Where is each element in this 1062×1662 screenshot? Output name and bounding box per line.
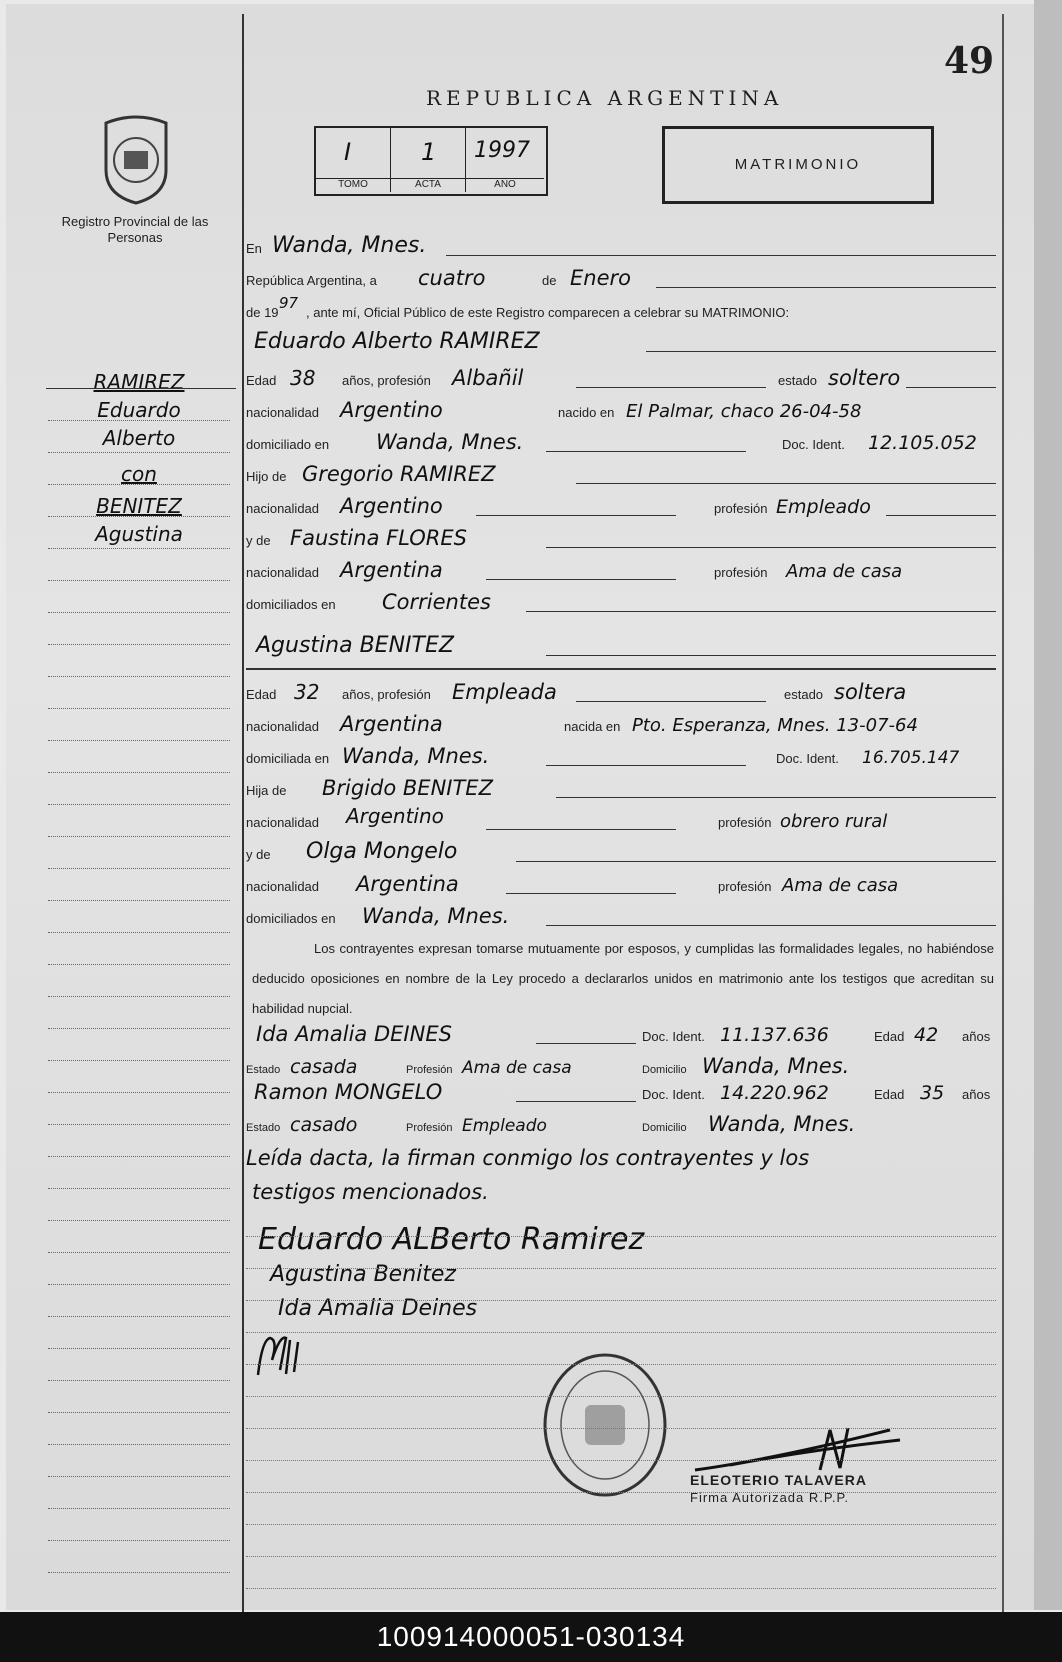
bride-parents-dom-line <box>246 898 996 930</box>
margin-rule-line <box>48 1316 230 1317</box>
margin-rule-line <box>48 1572 230 1573</box>
witness-1-domicilio: Wanda, Mnes. <box>702 1054 850 1078</box>
margin-rule-line <box>48 580 230 581</box>
republica-label: República Argentina, a <box>246 273 377 288</box>
body-rule-line <box>246 1460 996 1461</box>
closing-text-2: testigos mencionados. <box>252 1180 489 1204</box>
bride-parents-dom: Wanda, Mnes. <box>362 904 510 928</box>
witness-1-doc-label: Doc. Ident. <box>642 1029 705 1044</box>
witness-1-anos-label: años <box>962 1029 991 1044</box>
groom-domicilio: Wanda, Mnes. <box>376 430 524 454</box>
groom-father: Gregorio RAMIREZ <box>302 462 496 486</box>
margin-divider <box>242 14 244 1614</box>
right-border <box>1002 14 1004 1614</box>
groom-name: Eduardo Alberto RAMIREZ <box>254 329 540 354</box>
groom-dom-label: domiciliado en <box>246 437 330 452</box>
page-edge <box>1034 0 1062 1610</box>
signature-groom: Eduardo ALBerto Ramirez <box>258 1222 645 1257</box>
witness-2-anos-label: años <box>962 1087 991 1102</box>
bride-edad-label: Edad <box>246 687 277 702</box>
margin-rule-line <box>48 708 230 709</box>
year-value: 97 <box>279 294 299 312</box>
witness-2-estado-label: Estado <box>246 1122 281 1134</box>
witness-1-estado: casada <box>290 1056 358 1078</box>
bride-father-nac-line <box>246 802 996 834</box>
tomo-acta-box <box>314 126 548 196</box>
witness-1-name: Ida Amalia DEINES <box>256 1022 452 1046</box>
bride-yde-label: y de <box>246 847 271 862</box>
intro-text: , ante mí, Oficial Público de este Registro comparecen a celebrar su MATRIMONIO: <box>306 305 790 320</box>
groom-edad: 38 <box>290 366 316 390</box>
margin-rule-line <box>48 1028 230 1029</box>
witness-2-name: Ramon MONGELO <box>254 1080 443 1104</box>
margin-rule-line <box>48 964 230 965</box>
bride-father: Brigido BENITEZ <box>322 776 493 800</box>
year-line <box>246 292 996 324</box>
bride-mother-nac-label: nacionalidad <box>246 879 320 894</box>
margin-given-groom-1: Eduardo <box>97 398 181 422</box>
margin-rule-line <box>48 484 230 485</box>
margin-given-groom-2: Alberto <box>102 426 176 450</box>
groom-mother-prof: Ama de casa <box>786 561 903 582</box>
de-label: de <box>542 273 557 288</box>
witness-2-doc-label: Doc. Ident. <box>642 1087 705 1102</box>
official-signature-icon <box>690 1420 910 1480</box>
official-name: ELEOTERIO TALAVERA <box>690 1472 867 1488</box>
margin-rule-line <box>48 1156 230 1157</box>
section-divider <box>246 668 996 670</box>
groom-doms-label: domiciliados en <box>246 597 336 612</box>
place-value: Wanda, Mnes. <box>272 233 427 258</box>
body-rule-line <box>246 1332 996 1333</box>
margin-con: con <box>121 462 157 486</box>
witness-2-edad: 35 <box>920 1082 945 1104</box>
margin-rule-line <box>48 420 230 421</box>
margin-rule-line <box>48 1092 230 1093</box>
groom-doc-label: Doc. Ident. <box>782 437 845 452</box>
groom-hijo-label: Hijo de <box>246 469 287 484</box>
groom-mother-nac-label: nacionalidad <box>246 565 320 580</box>
tomo-value: I <box>344 138 352 166</box>
date-line <box>246 260 996 292</box>
witness-1-edad-label: Edad <box>874 1029 905 1044</box>
year-prefix: de 19 <box>246 305 279 320</box>
witness-2-domicilio: Wanda, Mnes. <box>708 1112 856 1136</box>
witness-2-line-2 <box>246 1106 996 1138</box>
signature-witness-1: Ida Amalia Deines <box>278 1296 478 1321</box>
groom-dom-line <box>246 424 996 456</box>
margin-rule-line <box>48 836 230 837</box>
country-title: REPUBLICA ARGENTINA <box>426 86 784 110</box>
body-rule-line <box>246 1268 996 1269</box>
body-rule-line <box>246 1492 996 1493</box>
margin-rule-line <box>48 1380 230 1381</box>
body-rule-line <box>246 1236 996 1237</box>
witness-1-estado-label: Estado <box>246 1064 281 1076</box>
margin-rule-line <box>48 1508 230 1509</box>
groom-father-line <box>246 456 996 488</box>
bride-age-line <box>246 674 996 706</box>
tomo-label: TOMO <box>316 178 390 190</box>
bride-father-prof: obrero rural <box>780 811 888 832</box>
groom-mother-nac-line <box>246 552 996 584</box>
footer-code: 100914000051-030134 <box>0 1612 1062 1662</box>
witness-2-profesion: Empleado <box>462 1116 547 1136</box>
groom-edad-label: Edad <box>246 373 277 388</box>
margin-rule-line <box>48 1124 230 1125</box>
bride-hija-label: Hija de <box>246 783 287 798</box>
day-value: cuatro <box>418 266 486 290</box>
witness-2-estado: casado <box>290 1114 358 1136</box>
bride-estado: soltera <box>834 680 907 704</box>
margin-rule-line <box>48 1252 230 1253</box>
groom-father-nac-label: nacionalidad <box>246 501 320 516</box>
witness-2-prof-label: Profesión <box>406 1122 453 1134</box>
bride-doms-label: domiciliados en <box>246 911 336 926</box>
groom-mother: Faustina FLORES <box>290 526 467 550</box>
groom-father-nac: Argentino <box>340 494 443 518</box>
bride-mother-nac: Argentina <box>356 872 459 896</box>
bride-nac-label: nacionalidad <box>246 719 320 734</box>
document-type: MATRIMONIO <box>734 156 862 173</box>
groom-nac-label: nacionalidad <box>246 405 320 420</box>
bride-prof-label: años, profesión <box>342 687 431 702</box>
province-seal-icon <box>96 115 176 205</box>
margin-rule-line <box>48 996 230 997</box>
groom-father-nac-line <box>246 488 996 520</box>
bride-nac-line <box>246 706 996 738</box>
acta-value: 1 <box>421 138 437 166</box>
groom-nacido-label: nacido en <box>558 405 615 420</box>
groom-mother-line <box>246 520 996 552</box>
bride-name: Agustina BENITEZ <box>256 633 454 658</box>
margin-rule-line <box>48 644 230 645</box>
groom-mother-nac: Argentina <box>340 558 443 582</box>
bride-father-nac: Argentino <box>346 804 444 828</box>
margin-rule-line <box>48 900 230 901</box>
groom-doc: 12.105.052 <box>868 432 977 454</box>
body-rule-line <box>246 1556 996 1557</box>
groom-mother-prof-label: profesión <box>714 565 768 580</box>
bride-father-prof-label: profesión <box>718 815 772 830</box>
witness-1-dom-label: Domicilio <box>642 1064 687 1076</box>
groom-nacido: El Palmar, chaco 26-04-58 <box>626 401 862 422</box>
bride-dom-line <box>246 738 996 770</box>
bride-domicilio: Wanda, Mnes. <box>342 744 490 768</box>
margin-rule-line <box>48 804 230 805</box>
page-number: 49 <box>944 40 995 82</box>
margin-rule-line <box>48 1060 230 1061</box>
witness-1-edad: 42 <box>914 1024 939 1046</box>
witness-1-line-1 <box>246 1016 996 1048</box>
witness-2-edad-label: Edad <box>874 1087 905 1102</box>
groom-nacionalidad: Argentino <box>340 398 443 422</box>
place-line <box>246 228 996 260</box>
witness-1-prof-label: Profesión <box>406 1064 453 1076</box>
bride-edad: 32 <box>294 680 320 704</box>
acta-label: ACTA <box>391 178 465 190</box>
bride-estado-label: estado <box>784 687 824 702</box>
official-title: Firma Autorizada R.P.P. <box>690 1490 850 1505</box>
signature-bride: Agustina Benitez <box>270 1262 456 1287</box>
groom-prof-label: años, profesión <box>342 373 431 388</box>
closing-line-1 <box>246 1140 996 1172</box>
groom-parents-dom-line <box>246 584 996 616</box>
margin-rule-line <box>48 1284 230 1285</box>
body-rule-line <box>246 1396 996 1397</box>
groom-yde-label: y de <box>246 533 271 548</box>
margin-rule-line <box>48 452 230 453</box>
margin-rule <box>46 388 236 389</box>
signature-witness-2-icon <box>250 1330 320 1380</box>
witness-1-doc: 11.137.636 <box>720 1024 829 1046</box>
groom-estado: soltero <box>828 366 901 390</box>
margin-surname-bride: BENITEZ <box>96 494 182 518</box>
margin-rule-line <box>48 1220 230 1221</box>
groom-nac-line <box>246 392 996 424</box>
margin-surname-groom: RAMIREZ <box>93 370 185 394</box>
closing-line-2 <box>246 1174 996 1206</box>
declaration-text: Los contrayentes expresan tomarse mutuamente por esposos, y cumplidas las formalidades legales, no habiéndose deducido oposiciones en nombre de la Ley procedo a declararlos unidos en matrimonio ante los testigos que acreditan su habilidad nupcial. <box>252 941 994 1016</box>
registry-name: Registro Provincial de las Personas <box>61 214 209 245</box>
body-rule-line <box>246 1300 996 1301</box>
bride-nacida-label: nacida en <box>564 719 621 734</box>
witness-2-line-1 <box>246 1074 996 1106</box>
margin-rule-line <box>48 1476 230 1477</box>
witness-2-dom-label: Domicilio <box>642 1122 687 1134</box>
groom-profesion: Albañil <box>452 366 524 390</box>
margin-rule-line <box>48 612 230 613</box>
official-stamp-icon <box>540 1350 670 1500</box>
closing-text-1: Leída dacta, la firman conmigo los contrayentes y los <box>246 1146 810 1170</box>
ano-value: 1997 <box>474 138 530 163</box>
bride-mother-nac-line <box>246 866 996 898</box>
groom-age-line <box>246 360 996 392</box>
groom-estado-label: estado <box>778 373 818 388</box>
margin-rule-line <box>48 1188 230 1189</box>
bride-mother-prof: Ama de casa <box>782 875 899 896</box>
bride-mother-line <box>246 834 996 866</box>
bride-profesion: Empleada <box>452 680 557 704</box>
margin-given-bride: Agustina <box>95 522 183 546</box>
bride-father-line <box>246 770 996 802</box>
document-type-box <box>662 126 934 204</box>
body-rule-line <box>246 1364 996 1365</box>
margin-rule-line <box>48 1348 230 1349</box>
groom-father-prof-label: profesión <box>714 501 768 516</box>
margin-rule-line <box>48 1444 230 1445</box>
margin-rule-line <box>48 1412 230 1413</box>
bride-dom-label: domiciliada en <box>246 751 330 766</box>
margin-rule-line <box>48 516 230 517</box>
bride-mother-prof-label: profesión <box>718 879 772 894</box>
groom-parents-dom: Corrientes <box>382 590 491 614</box>
body-rule-line <box>246 1588 996 1589</box>
margin-rule-line <box>48 1540 230 1541</box>
en-label: En <box>246 241 262 256</box>
bride-nacida: Pto. Esperanza, Mnes. 13-07-64 <box>632 715 918 736</box>
witness-1-profesion: Ama de casa <box>462 1058 572 1078</box>
bride-mother: Olga Mongelo <box>306 839 458 864</box>
margin-rule-line <box>48 676 230 677</box>
margin-rule-line <box>48 740 230 741</box>
bride-nacionalidad: Argentina <box>340 712 443 736</box>
margin-rule-line <box>48 932 230 933</box>
month-value: Enero <box>570 266 631 290</box>
ano-label: AÑO <box>466 178 544 190</box>
margin-rule-line <box>48 772 230 773</box>
witness-2-doc: 14.220.962 <box>720 1082 829 1104</box>
bride-doc: 16.705.147 <box>862 748 960 768</box>
bride-father-nac-label: nacionalidad <box>246 815 320 830</box>
body-rule-line <box>246 1524 996 1525</box>
groom-name-line <box>246 324 996 356</box>
margin-rule-line <box>48 868 230 869</box>
bride-doc-label: Doc. Ident. <box>776 751 839 766</box>
body-rule-line <box>246 1428 996 1429</box>
bride-name-line <box>246 628 996 660</box>
margin-rule-line <box>48 548 230 549</box>
groom-father-prof: Empleado <box>776 496 871 518</box>
